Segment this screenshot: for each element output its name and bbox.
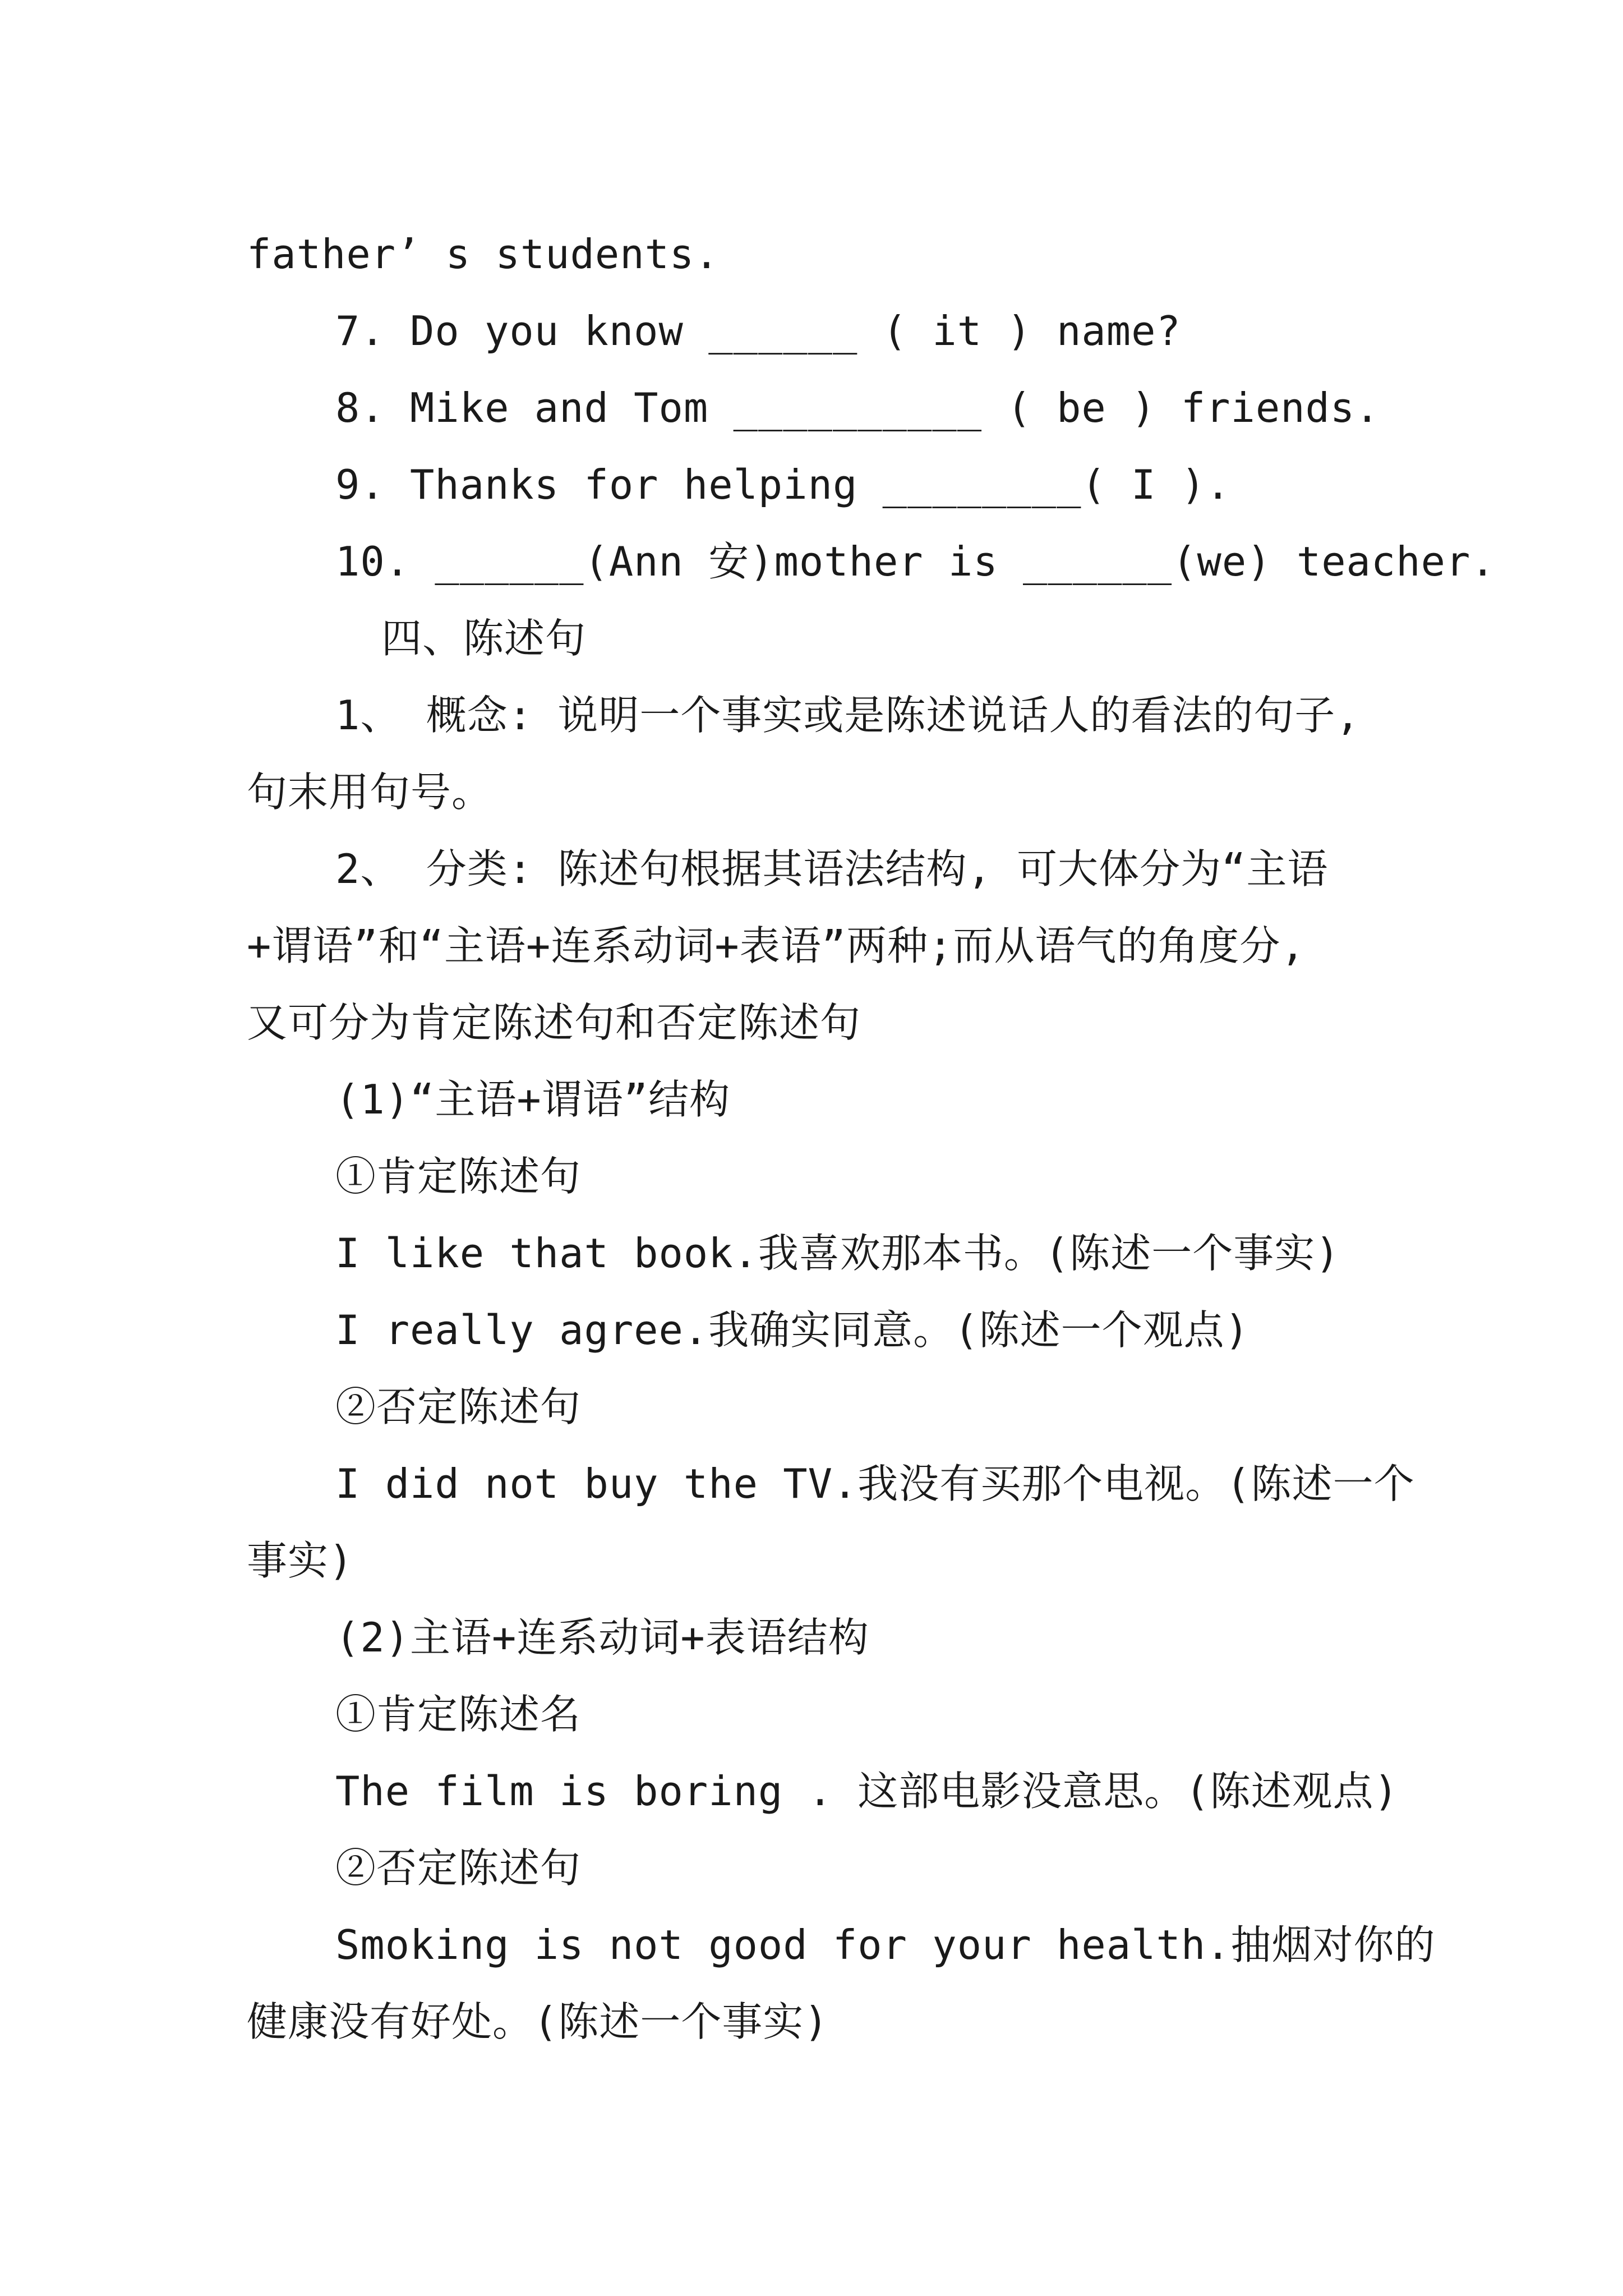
exercise-10: 10. ______(Ann 安)mother is ______(we) teacher. bbox=[335, 538, 1496, 585]
label-negative-2: ②否定陈述句 bbox=[335, 1844, 582, 1892]
example-buy-tv-line-2: 事实) bbox=[247, 1537, 354, 1584]
section-heading-declarative: 四、陈述句 bbox=[381, 615, 587, 662]
label-affirmative-1: ①肯定陈述句 bbox=[335, 1153, 582, 1200]
concept-paragraph-line-2: 句末用句号。 bbox=[247, 769, 493, 816]
label-negative-1: ②否定陈述句 bbox=[335, 1383, 582, 1430]
subheading-subject-predicate: (1)“主语+谓语”结构 bbox=[335, 1076, 731, 1123]
concept-paragraph-line-1: 1、 概念: 说明一个事实或是陈述说话人的看法的句子, bbox=[335, 692, 1361, 739]
document-body bbox=[247, 216, 1496, 2060]
example-smoking-line-2: 健康没有好处。(陈述一个事实) bbox=[247, 1998, 829, 2045]
example-like-book: I like that book.我喜欢那本书。(陈述一个事实) bbox=[335, 1230, 1340, 1277]
exercise-6-continuation: father’ s students. bbox=[247, 231, 720, 278]
exercise-8: 8. Mike and Tom __________ ( be ) friends. bbox=[335, 384, 1380, 431]
example-really-agree: I really agree.我确实同意。(陈述一个观点) bbox=[335, 1306, 1249, 1354]
exercise-9: 9. Thanks for helping ________( I ). bbox=[335, 461, 1231, 508]
example-buy-tv-line-1: I did not buy the TV.我没有买那个电视。(陈述一个 bbox=[335, 1460, 1415, 1507]
classification-paragraph-line-1: 2、 分类: 陈述句根据其语法结构, 可大体分为“主语 bbox=[335, 845, 1329, 892]
example-film-boring: The film is boring . 这部电影没意思。(陈述观点) bbox=[335, 1768, 1399, 1815]
exercise-7: 7. Do you know ______ ( it ) name? bbox=[335, 307, 1181, 355]
classification-paragraph-line-2: +谓语”和“主语+连系动词+表语”两种;而从语气的角度分, bbox=[247, 922, 1306, 969]
example-smoking-line-1: Smoking is not good for your health.抽烟对你的 bbox=[335, 1921, 1436, 1968]
subheading-linking-verb: (2)主语+连系动词+表语结构 bbox=[335, 1614, 869, 1661]
classification-paragraph-line-3: 又可分为肯定陈述句和否定陈述句 bbox=[247, 999, 861, 1046]
label-affirmative-2: ①肯定陈述名 bbox=[335, 1691, 582, 1738]
